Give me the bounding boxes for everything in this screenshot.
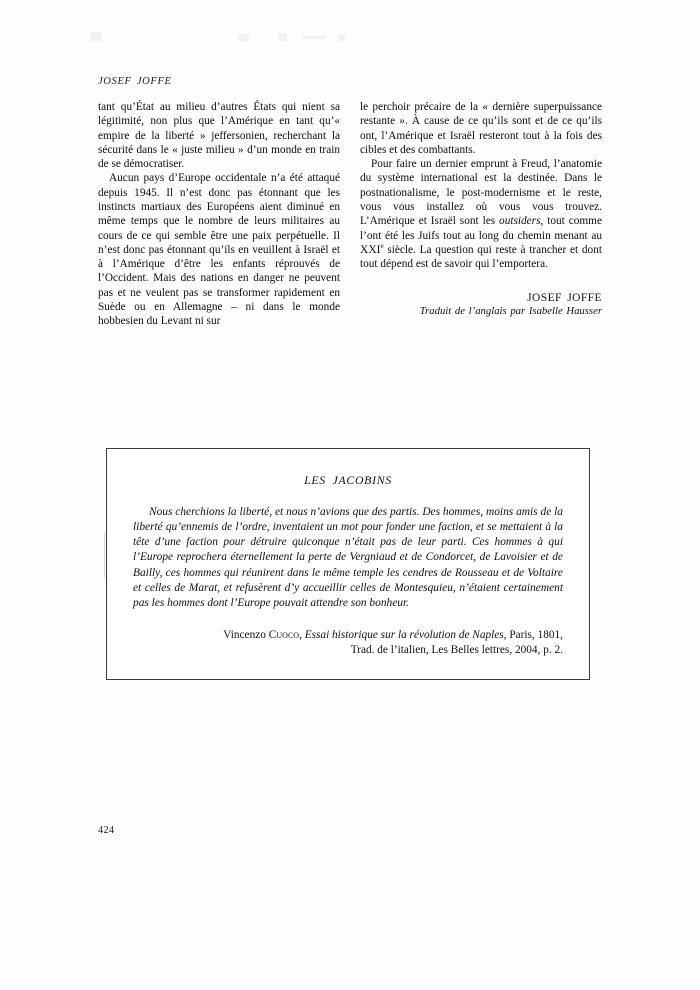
paragraph-freud-part3: siècle. La question qui reste à trancher et dont tout dépend est de savoir qui l’emportera. [360, 243, 602, 271]
excerpt-inner [107, 449, 589, 658]
scan-artifact-1 [90, 32, 102, 41]
century-numeral: XXI [360, 243, 381, 256]
excerpt-body-text: Nous cherchions la liberté, et nous n’avions que des partis. Des hommes, moins amis de la liberté qu’ennemis de l’ordre, inventaient un mot pour fonder une faction, et se mettaient à la tête d’une faction pour détruire quiconque n’était pas de leur parti. Ces hommes à qui l’Europe reprochera éternellement la perte de Vergniaud et de Condorcet, de Lavoisier et de Bailly, ces hommes qui réunirent dans le même temple les cendres de Rousseau et de Voltaire et celles de Marat, et refusèrent d’y accueillir celles de Montesquieu, n’étaient certainement pas les hommes dont l’Europe pouvait attendre son bonheur. [133, 506, 563, 609]
running-head: JOSEF JOFFE [98, 76, 172, 87]
scan-artifact-marks [90, 30, 370, 44]
source-author-last: Cuoco [268, 629, 300, 642]
paragraph-freud [360, 157, 602, 272]
page-number: 424 [98, 825, 115, 836]
scan-artifact-2 [238, 34, 249, 41]
scan-artifact-3 [278, 33, 287, 41]
paragraph-aucun-pays: Aucun pays d’Europe occidentale n’a été attaqué depuis 1945. Il n’est donc pas étonnant que les instincts martiaux des Européens aient diminué en même temps que le nombre de leurs militaires au cours de ce qui semble être une paix perpétuelle. Il n’est donc pas étonnant qu’ils en veuillent à Israël et à l’Amérique d’être les enfants réprouvés de l’Occident. Mais des nations en danger ne peuvent pas et ne veulent pas se transformer rapidement en Suède ou en Allemagne – ni dans le monde hobbesien du Levant ni sur [98, 172, 340, 328]
translator-credit: Traduit de l’anglais par Isabelle Hausser [419, 304, 602, 317]
excerpt-title: LES JACOBINS [304, 473, 392, 487]
term-outsiders: outsiders [499, 215, 541, 228]
paragraph-freud-part1: Pour faire un dernier emprunt à Freud, l’anatomie du système international est la destinée. Dans le postnationalisme, le post-modernisme et le reste, vous vous installez où vous vous trouvez. L’Amérique et Israël sont les [360, 158, 602, 228]
source-edition-line: Trad. de l’italien, Les Belles lettres, 2004, p. 2. [350, 644, 563, 657]
excerpt-source [133, 628, 563, 658]
source-separator: , [299, 629, 305, 642]
scan-artifact-5 [338, 34, 345, 41]
excerpt-box [106, 448, 590, 680]
paragraph-continuation: tant qu’État au milieu d’autres États qui nient sa légitimité, non plus que l’Amérique en tant qu’« empire de la liberté » jeffersonien, recherchant la sécurité dans le « juste milieu » d’un monde en train de se démocratiser. [98, 101, 340, 171]
source-work-title: Essai historique sur la révolution de Naples [304, 629, 504, 642]
source-publication: , Paris, 1801, [503, 629, 563, 642]
right-column [360, 100, 602, 329]
paragraph-perchoir: le perchoir précaire de la « dernière superpuissance restante ». À cause de ce qu’ils sont et de ce qu’ils ont, l’Amérique et Israël resteront tout à la fois des cibles et des combattants. [360, 101, 602, 156]
body-columns [98, 100, 602, 329]
margin-tick-mark [104, 532, 105, 578]
century-ordinal-suffix: e [380, 242, 384, 251]
left-column [98, 100, 340, 329]
source-author-first: Vincenzo [223, 629, 269, 642]
author-signature: JOSEF JOFFE [527, 291, 602, 304]
paragraph-freud-part2: , tout comme l’ont été les Juifs tout au long du chemin menant au [360, 215, 602, 242]
scan-artifact-4 [302, 36, 326, 39]
